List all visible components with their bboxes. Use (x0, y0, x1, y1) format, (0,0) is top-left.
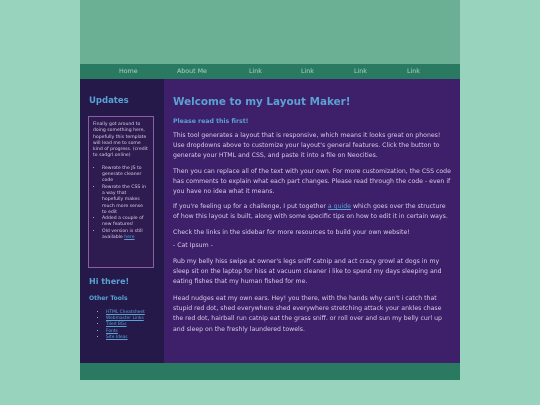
update-item: • Rewrote the CSS in a way that hopefully makes much more sense to edit (102, 185, 149, 216)
footer (80, 363, 460, 380)
paragraph-3-before: If you're feeling up for a challenge, I put together (173, 203, 328, 210)
nav-link-4[interactable]: Link (407, 68, 420, 75)
tool-link-site-ideas[interactable]: Site Ideas (106, 334, 128, 340)
tool-link-fonts[interactable]: Fonts (106, 328, 118, 334)
paragraph-5: - Cat Ipsum - (173, 242, 213, 249)
paragraph-1: This tool generates a layout that is responsive, which means it looks great on phones! Use dropdowns above to customize your layout's general features. Click the button to generate your HTML and CSS, and paste it into a file on Neocities. (173, 132, 441, 160)
paragraph-3-after: which goes over the structure of how this layout is built, along with some specific tips on how to edit it in certain ways. (173, 203, 448, 221)
tools-list (89, 310, 145, 341)
read-first-heading: Please read this first! (173, 118, 249, 125)
tool-link-webmaster-links[interactable]: Webmaster Links (106, 316, 144, 322)
tool-link-tiled-bgs[interactable]: Tiled BGs (106, 322, 127, 328)
header-banner (80, 0, 460, 64)
hi-there-heading: Hi there! (89, 277, 130, 286)
updates-list (93, 166, 149, 242)
nav-about-me[interactable]: About Me (177, 68, 207, 75)
nav-link-2[interactable]: Link (301, 68, 314, 75)
nav-home[interactable]: Home (119, 68, 138, 75)
guide-link[interactable]: a guide (327, 203, 351, 210)
paragraph-4: Check the links in the sidebar for more resources to build your own website! (173, 229, 410, 236)
page-title: Welcome to my Layout Maker! (173, 96, 351, 108)
update-item: • Rewrote the JS to generate cleaner code (102, 166, 149, 185)
updates-box (88, 116, 154, 268)
nav-link-3[interactable]: Link (354, 68, 367, 75)
tool-link-html-cheatsheet[interactable]: HTML Cheatsheet (106, 310, 145, 315)
update-item (102, 229, 149, 242)
other-tools-heading: Other Tools (89, 295, 128, 302)
sidebar-title: Updates (89, 96, 129, 106)
paragraph-6: Rub my belly hiss swipe at owner's legs sniff catnip and act crazy growl at dogs in my sleep sit on the laptop for hiss at vacuum cleaner i like to spend my days sleeping and eating fishes that my human fished for me. (173, 258, 442, 286)
paragraph-7: Head nudges eat my own ears. Hey! you there, with the hands why can't i catch that stupid red dot, shed everywhere shed everywhere stretching attack your ankles chase the red dot, hairball run catnip eat the grass sniff. or roll over and sun my belly curl up and sleep on the freshly laundered towels. (173, 295, 442, 333)
old-version-link[interactable]: here (124, 235, 135, 241)
update-item: • Added a couple of new features! (102, 216, 149, 229)
nav-link-1[interactable]: Link (249, 68, 262, 75)
updates-intro: Finally got around to doing something here, hopefully this template will lead me to some kind of progress. (credit to sadgrl.online) (93, 122, 148, 159)
paragraph-3 (173, 202, 453, 222)
update-item-text: Old version is still available (102, 228, 143, 241)
tool-item (106, 335, 145, 341)
nav-bar (80, 64, 460, 79)
paragraph-2: Then you can replace all of the text with your own. For more customization, the CSS code has comments to explain what each part changes. Please read through the code - even if you have no idea what it means. (173, 168, 451, 196)
